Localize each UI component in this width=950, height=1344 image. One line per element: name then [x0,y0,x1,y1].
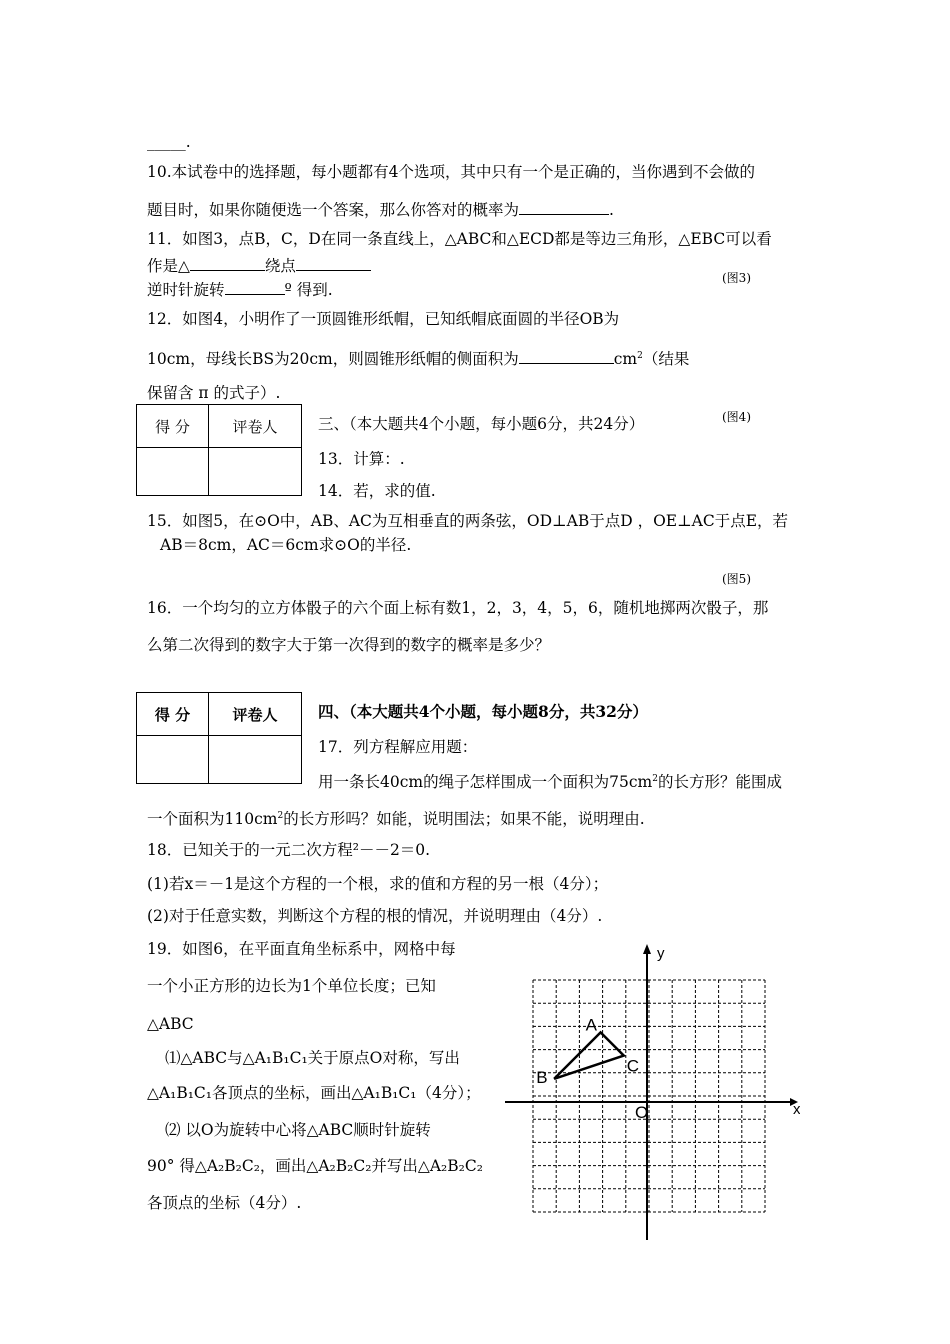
score-header: 得 分 [137,405,209,448]
grader-cell[interactable] [209,448,302,496]
coordinate-grid-figure [500,940,800,1250]
figure-label-5: (图5) [722,572,751,586]
answer-blank[interactable] [296,255,371,271]
q13: 13．计算：. [318,450,405,468]
figure-label-3: (图3) [722,271,751,285]
origin-label: O [635,1103,649,1122]
q10-line2: 题目时，如果你随便选一个答案，那么你答对的概率为 . [147,201,614,219]
answer-blank[interactable] [190,255,265,271]
q19-line3: △ABC [147,1015,194,1033]
grid-lines [533,980,765,1212]
q19-line6: ⑵ 以O为旋转中心将△ABC顺时针旋转 [165,1121,431,1139]
q12-line3: 保留含 π 的式子）. [147,384,281,402]
q9-tail: _____. [147,133,191,151]
q19-line1: 19．如图6，在平面直角坐标系中，网格中每 [147,940,456,958]
q16-line1: 16．一个均匀的立方体骰子的六个面上标有数1，2，3，4，5，6，随机地掷两次骰子，那 [147,599,769,617]
point-c-label: C [626,1056,640,1076]
q10-line1: 10.本试卷中的选择题，每小题都有4个选项，其中只有一个是正确的，当你遇到不会做的 [147,163,756,181]
q19-line8: 各顶点的坐标（4分）. [147,1194,302,1212]
q11-line3: 逆时针旋转 º 得到. [147,281,333,299]
triangle-abc [554,1032,624,1078]
q17-line3: 一个面积为$110cm^2$的长方形吗？如能，说明围法；如果不能，说明理由. [147,810,645,829]
grader-cell[interactable] [209,736,302,784]
grader-header: 评卷人 [209,405,302,448]
q17: 17．列方程解应用题： [318,738,478,756]
point-b-label: B [536,1067,548,1087]
q15-line1: 15．如图5，在⊙O中，AB、AC为互相垂直的两条弦，OD⊥AB于点D ，OE⊥AC于点E，若 [147,512,789,530]
section3-title: 三、（本大题共4个小题，每小题6分，共24分） [318,415,645,433]
q19-line4: ⑴△ABC与△A₁B₁C₁关于原点O对称，写出 [165,1049,460,1067]
q11-line1: 11．如图3，点B，C，D在同一条直线上，△ABC和△ECD都是等边三角形，△EBC可以看 [147,230,772,248]
x-axis-label: x [793,1101,800,1118]
q12-line1: 12．如图4，小明作了一顶圆锥形纸帽，已知纸帽底面圆的半径OB为 [147,310,620,328]
score-table-1 [136,404,302,496]
score-cell[interactable] [137,736,209,784]
section4-title: 四、（本大题共4个小题，每小题8分，共32分） [318,702,648,721]
y-axis-arrow [643,944,651,954]
point-a-label: A [585,1015,597,1035]
q15-line2: AB＝8cm，AC＝6cm求⊙O的半径. [160,536,412,554]
answer-blank[interactable] [519,199,609,215]
q11-line2: 作是△ 绕点 [147,255,371,276]
q18-line2: (1)若x＝－1是这个方程的一个根，求的值和方程的另一根（4分）； [147,875,609,893]
q17-line2: 用一条长40cm的绳子怎样围成一个面积为$75cm^2$的长方形？能围成 [318,773,782,792]
score-header: 得 分 [137,693,209,736]
q18-line1: 18．已知关于的一元二次方程²－－2＝0. [147,841,431,859]
answer-blank[interactable] [519,348,614,364]
grader-header: 评卷人 [209,693,302,736]
score-table-2 [136,692,302,784]
figure-label-4: (图4) [722,410,751,424]
y-axis-label: y [657,945,665,962]
q19-line5: △A₁B₁C₁各顶点的坐标，画出△A₁B₁C₁（4分）； [147,1084,481,1102]
q19-line2: 一个小正方形的边长为1个单位长度；已知 [147,977,436,995]
q16-line2: 么第二次得到的数字大于第一次得到的数字的概率是多少？ [147,636,551,654]
q12-line2: 10cm，母线长BS为20cm，则圆锥形纸帽的侧面积为 $cm^2$（结果 [147,350,690,369]
q14: 14．若，求的值. [318,482,436,500]
answer-blank[interactable] [225,279,285,295]
q18-line3: (2)对于任意实数，判断这个方程的根的情况，并说明理由（4分）. [147,907,603,925]
q19-line7: 90° 得△A₂B₂C₂，画出△A₂B₂C₂并写出△A₂B₂C₂ [147,1157,483,1175]
score-cell[interactable] [137,448,209,496]
